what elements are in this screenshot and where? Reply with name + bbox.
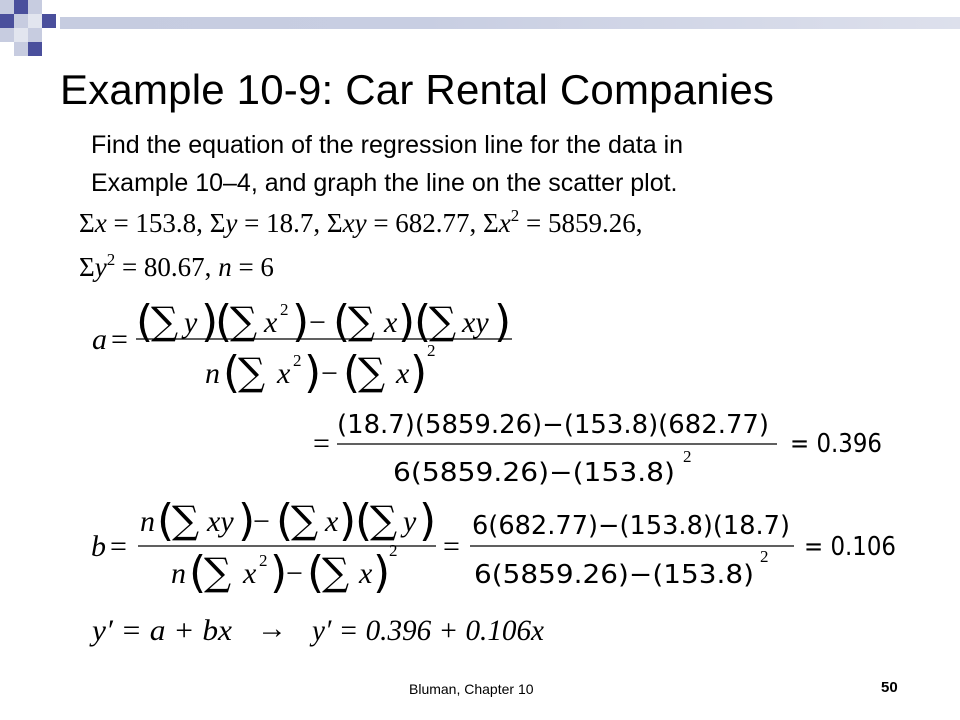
minus-sign: − — [309, 306, 326, 339]
sum-value: = 80.67, — [115, 252, 219, 282]
sigma-icon: ∑ — [348, 299, 376, 343]
paren-close: ) — [270, 547, 288, 598]
footer-source: Bluman, Chapter 10 — [409, 681, 534, 697]
paren-close: ) — [339, 495, 357, 546]
sigma-icon: ∑ — [172, 498, 200, 542]
variable: x — [359, 557, 373, 590]
problem-line: Find the equation of the regression line for the data in — [91, 131, 684, 159]
variable-a: a — [92, 323, 107, 356]
variable: y — [94, 252, 107, 282]
variable: n — [205, 357, 220, 390]
variable: x — [325, 505, 339, 538]
exponent: 2 — [510, 206, 520, 225]
variable: n — [171, 557, 186, 590]
equals-sign: = — [111, 323, 128, 356]
exponent: 2 — [683, 447, 692, 466]
result-a: = 0.396 — [790, 429, 882, 459]
exponent: 2 — [760, 547, 769, 566]
variable: xy — [342, 208, 367, 238]
regression-general: y′ = a + bx — [88, 614, 233, 647]
regression-specific: y′ = 0.396 + 0.106x — [309, 614, 545, 647]
exponent: 2 — [259, 551, 268, 570]
variable: x — [94, 208, 107, 238]
variable: x — [384, 306, 398, 339]
sigma-icon: ∑ — [204, 550, 232, 594]
exponent: 2 — [280, 300, 289, 319]
paren-close: ) — [398, 296, 416, 347]
sigma-symbol: Σ — [79, 208, 95, 238]
equals-sign: = — [313, 427, 330, 460]
sigma-icon: ∑ — [230, 299, 258, 343]
paren-open: ( — [215, 296, 233, 347]
variable-b: b — [91, 530, 106, 563]
result-b: = 0.106 — [804, 532, 896, 562]
sigma-icon: ∑ — [358, 350, 386, 394]
exponent: 2 — [427, 341, 436, 360]
sigma-symbol: Σ — [209, 208, 226, 238]
page-number: 50 — [881, 679, 898, 696]
minus-sign: − — [286, 557, 303, 590]
variable: xy — [207, 505, 234, 538]
value-numerator: 6(682.77)−(153.8)(18.7) — [472, 511, 790, 541]
sigma-icon: ∑ — [370, 498, 398, 542]
paren-open: ( — [189, 547, 207, 598]
paren-open: ( — [414, 296, 432, 347]
variable: y — [225, 208, 238, 238]
variable: x — [277, 357, 291, 390]
formula-b — [91, 495, 436, 598]
sum-value: = 6 — [231, 252, 274, 282]
sum-value: = 682.77, — [366, 208, 484, 238]
sigma-symbol: Σ — [79, 252, 95, 282]
problem-line: Example 10–4, and graph the line on the scatter plot. — [91, 169, 678, 197]
paren-close: ) — [201, 296, 219, 347]
paren-open: ( — [333, 296, 351, 347]
paren-close: ) — [494, 296, 512, 347]
paren-open: ( — [343, 347, 361, 398]
arrow-icon: → — [257, 612, 287, 645]
paren-open: ( — [355, 495, 373, 546]
paren-close: ) — [419, 495, 437, 546]
paren-close: ) — [373, 547, 391, 598]
variable: y — [184, 306, 198, 339]
minus-sign: − — [321, 357, 338, 390]
paren-open: ( — [136, 296, 154, 347]
exponent: 2 — [106, 250, 116, 269]
equals-sign: = — [110, 530, 127, 563]
sum-value: = 18.7, — [237, 208, 327, 238]
regression-equation — [89, 612, 545, 647]
exponent: 2 — [293, 351, 302, 370]
formula-b-value — [443, 511, 896, 590]
equals-sign: = — [443, 530, 460, 563]
formula-a-value — [313, 410, 882, 488]
sigma-icon: ∑ — [291, 498, 319, 542]
value-denominator: 6(5859.26)−(153.8) — [393, 458, 675, 488]
value-denominator: 6(5859.26)−(153.8) — [474, 560, 754, 590]
formula-a — [92, 296, 512, 398]
sigma-icon: ∑ — [429, 299, 457, 343]
sigma-symbol: Σ — [326, 208, 343, 238]
sigma-icon: ∑ — [151, 299, 179, 343]
sigma-icon: ∑ — [238, 350, 266, 394]
sigma-icon: ∑ — [322, 550, 350, 594]
variable: n — [140, 505, 155, 538]
sum-value: = 5859.26, — [519, 208, 643, 238]
sigma-symbol: Σ — [483, 208, 499, 238]
sum-value: = 153.8, — [106, 208, 210, 238]
variable: x — [264, 306, 278, 339]
paren-open: ( — [157, 495, 175, 546]
paren-open: ( — [276, 495, 294, 546]
paren-close: ) — [304, 347, 322, 398]
variable: x — [396, 357, 410, 390]
paren-open: ( — [223, 347, 241, 398]
variable: x — [243, 557, 257, 590]
paren-close: ) — [410, 347, 428, 398]
slide-title: Example 10-9: Car Rental Companies — [60, 66, 775, 113]
value-numerator: (18.7)(5859.26)−(153.8)(682.77) — [337, 410, 769, 440]
paren-open: ( — [307, 547, 325, 598]
variable: x — [498, 208, 511, 238]
variable: y — [403, 505, 417, 538]
paren-close: ) — [238, 495, 256, 546]
variable: xy — [462, 306, 489, 339]
variable: n — [218, 252, 232, 282]
minus-sign: − — [253, 505, 270, 538]
paren-close: ) — [292, 296, 310, 347]
exponent: 2 — [389, 541, 398, 560]
